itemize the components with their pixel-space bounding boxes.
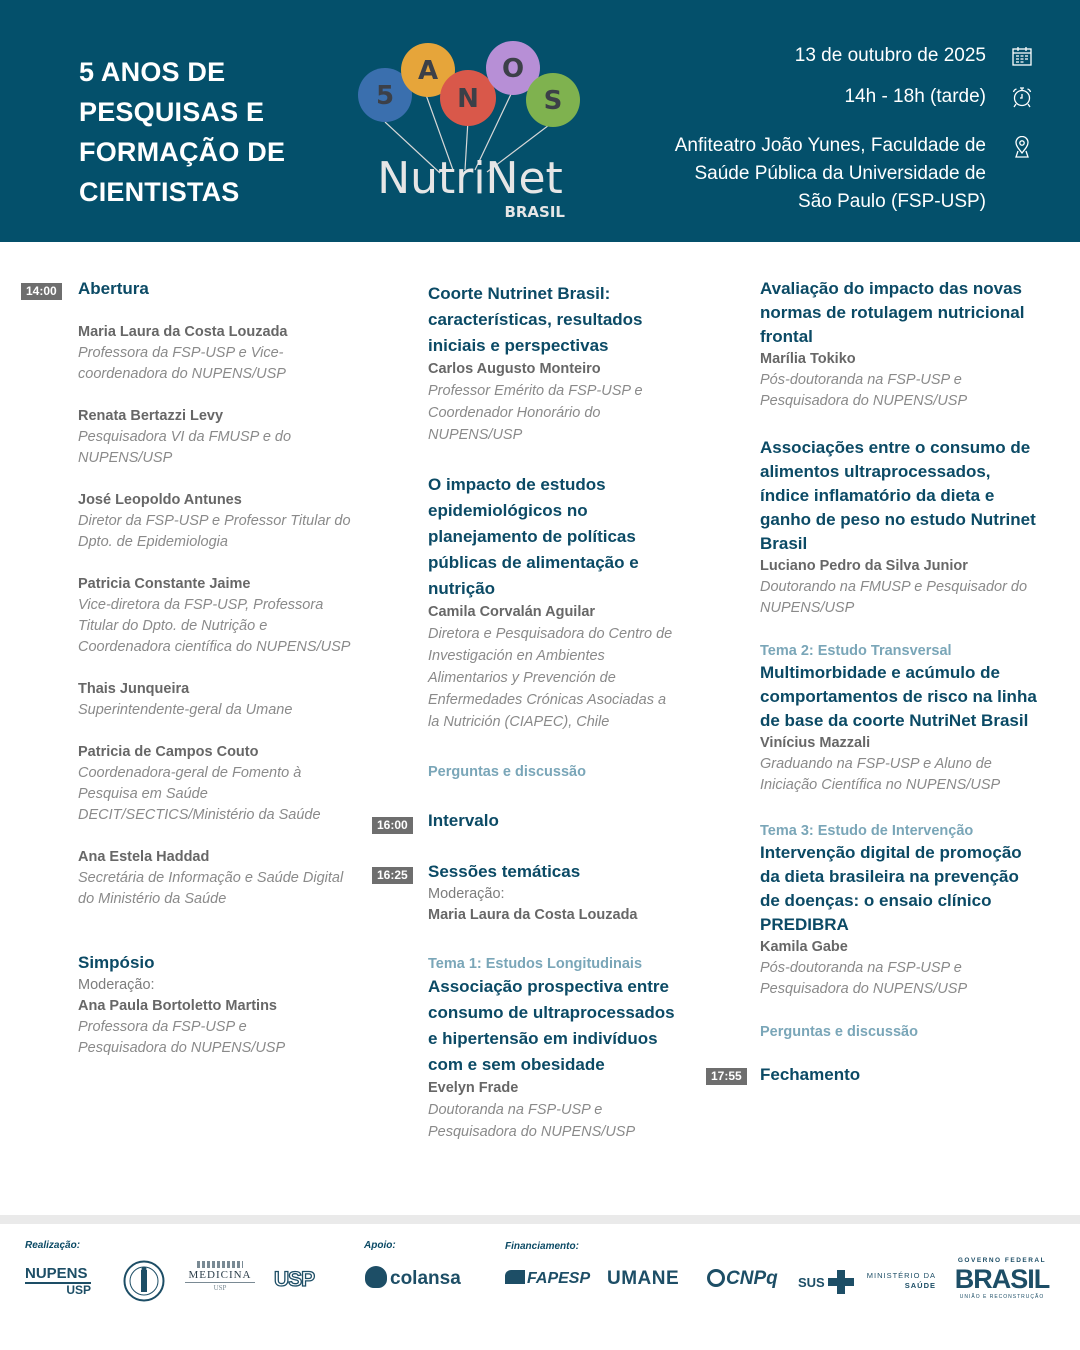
tema-label: Tema 3: Estudo de Intervenção	[760, 823, 974, 839]
logo-wordmark: NutriNet	[377, 153, 563, 204]
speaker	[78, 679, 368, 721]
speaker-name: Thais Junqueira	[78, 681, 190, 697]
sus-logo	[798, 1270, 854, 1294]
section-title-fechamento: Fechamento	[760, 1065, 861, 1084]
talk-title: características, resultados	[428, 310, 643, 329]
talk-title: de base da coorte NutriNet Brasil	[760, 711, 1029, 730]
calendar-icon	[1010, 44, 1034, 68]
header-banner	[0, 0, 1080, 242]
talk-title: O impacto de estudos	[428, 475, 606, 494]
speaker-role: DECIT/SECTICS/Ministério da Saúde	[78, 807, 321, 823]
nupens-text: NUPENS	[25, 1266, 91, 1284]
speaker	[78, 742, 368, 826]
talk-associacoes	[760, 436, 1065, 619]
balloon-letter: A	[417, 56, 439, 86]
speaker-role: Pós-doutoranda na FSP-USP e	[760, 960, 962, 976]
tema1-section	[428, 954, 698, 1143]
uniao-text: UNIÃO E RECONSTRUÇÃO	[959, 1294, 1045, 1300]
speaker-role: Dpto. de Epidemiologia	[78, 534, 228, 550]
footer-divider	[0, 1215, 1080, 1224]
speaker-role: Diretor da FSP-USP e Professor Titular do	[78, 513, 351, 529]
talk-title: Multimorbidade e acúmulo de	[760, 663, 1000, 682]
speaker-name: Renata Bertazzi Levy	[78, 408, 224, 424]
financiamento-label: Financiamento:	[505, 1241, 579, 1252]
speaker-role: NUPENS/USP	[760, 600, 855, 616]
building-icon	[197, 1261, 243, 1268]
moderator-name: Maria Laura da Costa Louzada	[428, 907, 638, 923]
simposio-section	[78, 951, 368, 1059]
event-time: 14h - 18h (tarde)	[844, 86, 986, 107]
sus-cross-icon	[828, 1270, 854, 1294]
talk-title: Avaliação do impacto das novas	[760, 279, 1023, 298]
tema-label: Tema 1: Estudos Longitudinais	[428, 956, 643, 972]
speaker-name: Patricia Constante Jaime	[78, 576, 251, 592]
balloon-letter: N	[457, 84, 479, 114]
medicina-text: MEDICINA	[185, 1268, 255, 1283]
speaker-role: Coordenadora-geral de Fomento à	[78, 765, 302, 781]
talk-title: da dieta brasileira na prevenção	[760, 867, 1019, 886]
section-title-sessoes: Sessões temáticas	[428, 862, 581, 881]
saude-text: SAÚDE	[904, 1281, 936, 1290]
speaker-role: Doutorando na FMUSP e Pesquisador do	[760, 579, 1028, 595]
governo-federal-logo	[948, 1256, 1056, 1301]
medicina-usp-text: USP	[213, 1284, 227, 1292]
speaker-role: Alimentarios y Prevención de	[428, 670, 616, 686]
talk-title: normas de rotulagem nutricional	[760, 303, 1025, 322]
moderator-name: Ana Paula Bortoletto Martins	[78, 998, 277, 1014]
speaker-name: Ana Estela Haddad	[78, 849, 210, 865]
event-date: 13 de outubro de 2025	[794, 45, 986, 66]
fapesp-icon	[505, 1270, 525, 1284]
talk-title: com e sem obesidade	[428, 1055, 605, 1074]
talk-title: Intervenção digital de promoção	[760, 843, 1022, 862]
speaker-role: Enfermedades Crónicas Asociadas a	[428, 692, 667, 708]
speaker-name: Maria Laura da Costa Louzada	[78, 324, 288, 340]
moderator-role: Professora da FSP-USP e	[78, 1019, 247, 1035]
colansa-icon	[365, 1266, 387, 1288]
time-badge: 16:00	[372, 817, 413, 834]
speaker-name: Evelyn Frade	[428, 1080, 519, 1096]
ministerio-saude-logo	[860, 1271, 936, 1291]
talk-title: Coorte Nutrinet Brasil:	[428, 284, 611, 303]
qa-label: Perguntas e discussão	[760, 1024, 918, 1040]
section-title-intervalo: Intervalo	[428, 811, 499, 830]
speaker-role: Graduando na FSP-USP e Aluno de	[760, 756, 992, 772]
section-title-abertura: Abertura	[78, 279, 149, 298]
talk-title: epidemiológicos no	[428, 501, 588, 520]
speaker-role: Coordenador Honorário do	[428, 405, 601, 421]
event-title: 5 ANOS DE PESQUISAS E FORMAÇÃO DE CIENTISTAS	[79, 57, 286, 207]
nupens-usp-text: USP	[66, 1283, 91, 1297]
logo-subtitle: BRASIL	[504, 203, 565, 221]
nutrinet-5-anos-logo	[355, 30, 585, 225]
balloon-letter: S	[543, 86, 563, 116]
tema-label: Tema 2: Estudo Transversal	[760, 643, 952, 659]
fapesp-logo	[505, 1269, 590, 1289]
talk-title: nutrição	[428, 579, 496, 598]
time-badge: 14:00	[21, 283, 62, 300]
fapesp-text: FAPESP	[527, 1270, 591, 1287]
cnpq-icon	[707, 1269, 725, 1287]
speaker	[78, 490, 368, 553]
speaker-name: Marília Tokiko	[760, 351, 856, 367]
speaker-role: Vice-diretora da FSP-USP, Professora	[78, 597, 324, 613]
event-location-line: Anfiteatro João Yunes, Faculdade de	[674, 135, 986, 156]
talk-impacto	[428, 472, 698, 733]
speaker-role: coordenadora do NUPENS/USP	[78, 366, 286, 382]
speaker-role: Iniciação Científica no NUPENS/USP	[760, 777, 1001, 793]
abertura-speakers	[78, 322, 368, 910]
speaker-role: Pesquisadora do NUPENS/USP	[428, 1124, 636, 1140]
speaker-role: Titular do Dpto. de Nutrição e	[78, 618, 268, 634]
talk-rotulagem	[760, 277, 1065, 412]
colansa-text: colansa	[390, 1268, 461, 1289]
talk-title: PREDIBRA	[760, 915, 849, 934]
talk-title: Associação prospectiva entre	[428, 977, 669, 996]
speaker-role: Pesquisa em Saúde	[78, 786, 208, 802]
speaker-role: Diretora e Pesquisadora do Centro de	[428, 626, 673, 642]
speaker-name: Patricia de Campos Couto	[78, 744, 259, 760]
speaker-role: Pesquisadora do NUPENS/USP	[760, 981, 968, 997]
speaker-role: Secretária de Informação e Saúde Digital	[78, 870, 344, 886]
moderation-label: Moderação:	[78, 977, 155, 993]
speaker-role: Pesquisadora VI da FMUSP e do	[78, 429, 292, 445]
brasil-text: BRASIL	[954, 1264, 1050, 1294]
speaker-role: la Nutrición (CIAPEC), Chile	[428, 714, 610, 730]
balloon-letter: O	[501, 54, 525, 84]
fsp-seal-logo	[123, 1260, 165, 1302]
speaker-name: Camila Corvalán Aguilar	[428, 604, 596, 620]
balloon-letter: 5	[375, 81, 395, 111]
talk-title: e hipertensão em indivíduos	[428, 1029, 658, 1048]
talk-title: iniciais e perspectivas	[428, 336, 609, 355]
event-location-line: São Paulo (FSP-USP)	[798, 191, 986, 212]
talk-title: Associações entre o consumo de	[760, 438, 1031, 457]
speaker-role: Coordenadora científica do NUPENS/USP	[78, 639, 351, 655]
talk-title: Brasil	[760, 534, 808, 553]
speaker-role: Investigación en Ambientes	[428, 648, 605, 664]
speaker-role: NUPENS/USP	[78, 450, 173, 466]
speaker-name: Luciano Pedro da Silva Junior	[760, 558, 968, 574]
tema2-section	[760, 641, 1065, 796]
qa-label: Perguntas e discussão	[428, 764, 586, 780]
speaker-name: José Leopoldo Antunes	[78, 492, 242, 508]
umane-logo: UMANE	[607, 1268, 680, 1289]
speaker	[78, 847, 368, 910]
medicina-usp-logo	[185, 1261, 255, 1293]
talk-title: de doenças: o ensaio clínico	[760, 891, 992, 910]
time-badge: 16:25	[372, 867, 413, 884]
sus-text: SUS	[798, 1275, 825, 1290]
talk-title: frontal	[760, 327, 813, 346]
event-location-line: Saúde Pública da Universidade de	[694, 163, 986, 184]
talk-title: índice inflamatório da dieta e	[760, 486, 995, 505]
speaker-role: do Ministério da Saúde	[78, 891, 227, 907]
nupens-logo	[25, 1266, 91, 1296]
speaker-role: Doutoranda na FSP-USP e	[428, 1102, 603, 1118]
speaker-role: Professor Emérito da FSP-USP e	[428, 383, 643, 399]
talk-title: consumo de ultraprocessados	[428, 1003, 675, 1022]
governo-text: GOVERNO FEDERAL	[957, 1257, 1047, 1264]
speaker	[78, 574, 368, 658]
colansa-logo	[365, 1266, 461, 1291]
talk-coorte	[428, 281, 698, 446]
talk-title: ganho de peso no estudo Nutrinet	[760, 510, 1036, 529]
realizacao-label: Realização:	[25, 1240, 81, 1251]
section-title-simposio: Simpósio	[78, 953, 155, 972]
event-info	[675, 42, 986, 216]
speaker-name: Vinícius Mazzali	[760, 735, 871, 751]
speaker-role: NUPENS/USP	[428, 427, 523, 443]
talk-title: planejamento de políticas	[428, 527, 636, 546]
speaker-name: Kamila Gabe	[760, 939, 848, 955]
speaker-role: Pós-doutoranda na FSP-USP e	[760, 372, 962, 388]
speaker	[78, 322, 368, 385]
talk-title: comportamentos de risco na linha	[760, 687, 1037, 706]
apoio-label: Apoio:	[364, 1240, 396, 1251]
cnpq-logo	[707, 1268, 778, 1290]
speaker-role: Pesquisadora do NUPENS/USP	[760, 393, 968, 409]
speaker-role: Professora da FSP-USP e Vice-	[78, 345, 284, 361]
speaker	[78, 406, 368, 469]
ministerio-text: MINISTÉRIO DA	[866, 1271, 936, 1280]
moderation-label: Moderação:	[428, 886, 505, 902]
cnpq-text: CNPq	[726, 1268, 778, 1289]
tema3-section	[760, 821, 1065, 1000]
sessoes-section	[428, 860, 698, 926]
time-badge: 17:55	[706, 1068, 747, 1085]
alarm-clock-icon	[1010, 85, 1034, 109]
talk-title: públicas de alimentação e	[428, 553, 639, 572]
speaker-name: Carlos Augusto Monteiro	[428, 361, 601, 377]
talk-title: alimentos ultraprocessados,	[760, 462, 991, 481]
moderator-role: Pesquisadora do NUPENS/USP	[78, 1040, 286, 1056]
usp-logo: USP	[274, 1268, 315, 1291]
map-pin-icon	[1010, 136, 1034, 160]
speaker-role: Superintendente-geral da Umane	[78, 702, 293, 718]
